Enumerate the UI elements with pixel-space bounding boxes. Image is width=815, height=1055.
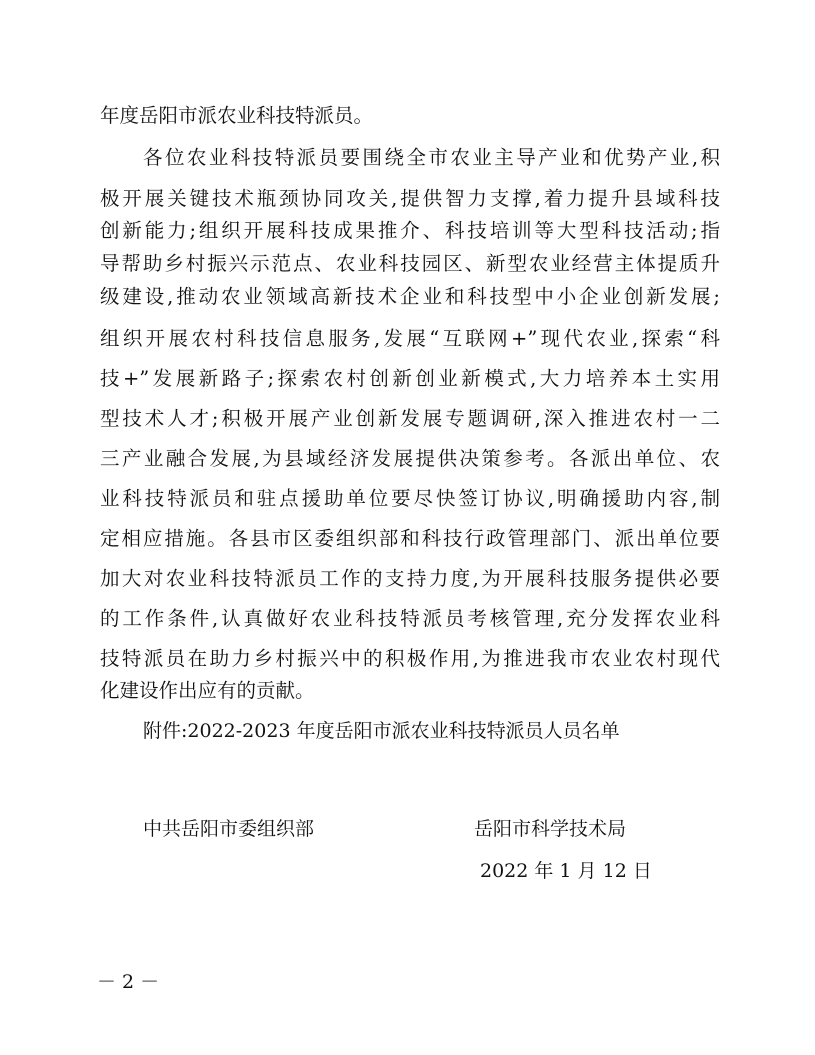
paragraph-line: 加大对农业科技特派员工作的支持力度,为开展科技服务提供必要 bbox=[100, 567, 720, 590]
page-number: － 2 － bbox=[97, 971, 160, 993]
paragraph-line: 的工作条件,认真做好农业科技特派员考核管理,充分发挥农业科 bbox=[100, 607, 720, 630]
issue-date: 2022 年 1 月 12 日 bbox=[480, 860, 652, 882]
paragraph-line: 导帮助乡村振兴示范点、农业科技园区、新型农业经营主体提质升 bbox=[100, 252, 720, 275]
paragraph-line: 级建设,推动农业领域高新技术企业和科技型中小企业创新发展; bbox=[100, 285, 720, 308]
paragraph-line: 业科技特派员和驻点援助单位要尽快签订协议,明确援助内容,制 bbox=[100, 487, 720, 510]
paragraph-line: 年度岳阳市派农业科技特派员。 bbox=[100, 104, 374, 127]
paragraph-line: 定相应措施。各县市区委组织部和科技行政管理部门、派出单位要 bbox=[100, 527, 720, 550]
attachment-note: 附件:2022-2023 年度岳阳市派农业科技特派员人员名单 bbox=[143, 720, 620, 742]
paragraph-line: 三产业融合发展,为县域经济发展提供决策参考。各派出单位、农 bbox=[100, 447, 720, 470]
paragraph-line: 化建设作出应有的贡献。 bbox=[100, 679, 315, 702]
paragraph-line: 各位农业科技特派员要围绕全市农业主导产业和优势产业,积 bbox=[143, 146, 720, 169]
paragraph-line: 极开展关键技术瓶颈协同攻关,提供智力支撑,着力提升县域科技 bbox=[100, 187, 720, 210]
paragraph-line: 技+”发展新路子;探索农村创新创业新模式,大力培养本土实用 bbox=[100, 367, 720, 390]
paragraph-line: 型技术人才;积极开展产业创新发展专题调研,深入推进农村一二 bbox=[100, 407, 720, 430]
signature-organization-department: 中共岳阳市委组织部 bbox=[143, 818, 315, 840]
paragraph-line: 创新能力;组织开展科技成果推介、科技培训等大型科技活动;指 bbox=[100, 219, 720, 242]
signature-science-bureau: 岳阳市科学技术局 bbox=[474, 818, 627, 840]
paragraph-line: 组织开展农村科技信息服务,发展“互联网+”现代农业,探索“科 bbox=[100, 327, 720, 350]
paragraph-line: 技特派员在助力乡村振兴中的积极作用,为推进我市农业农村现代 bbox=[100, 647, 720, 670]
